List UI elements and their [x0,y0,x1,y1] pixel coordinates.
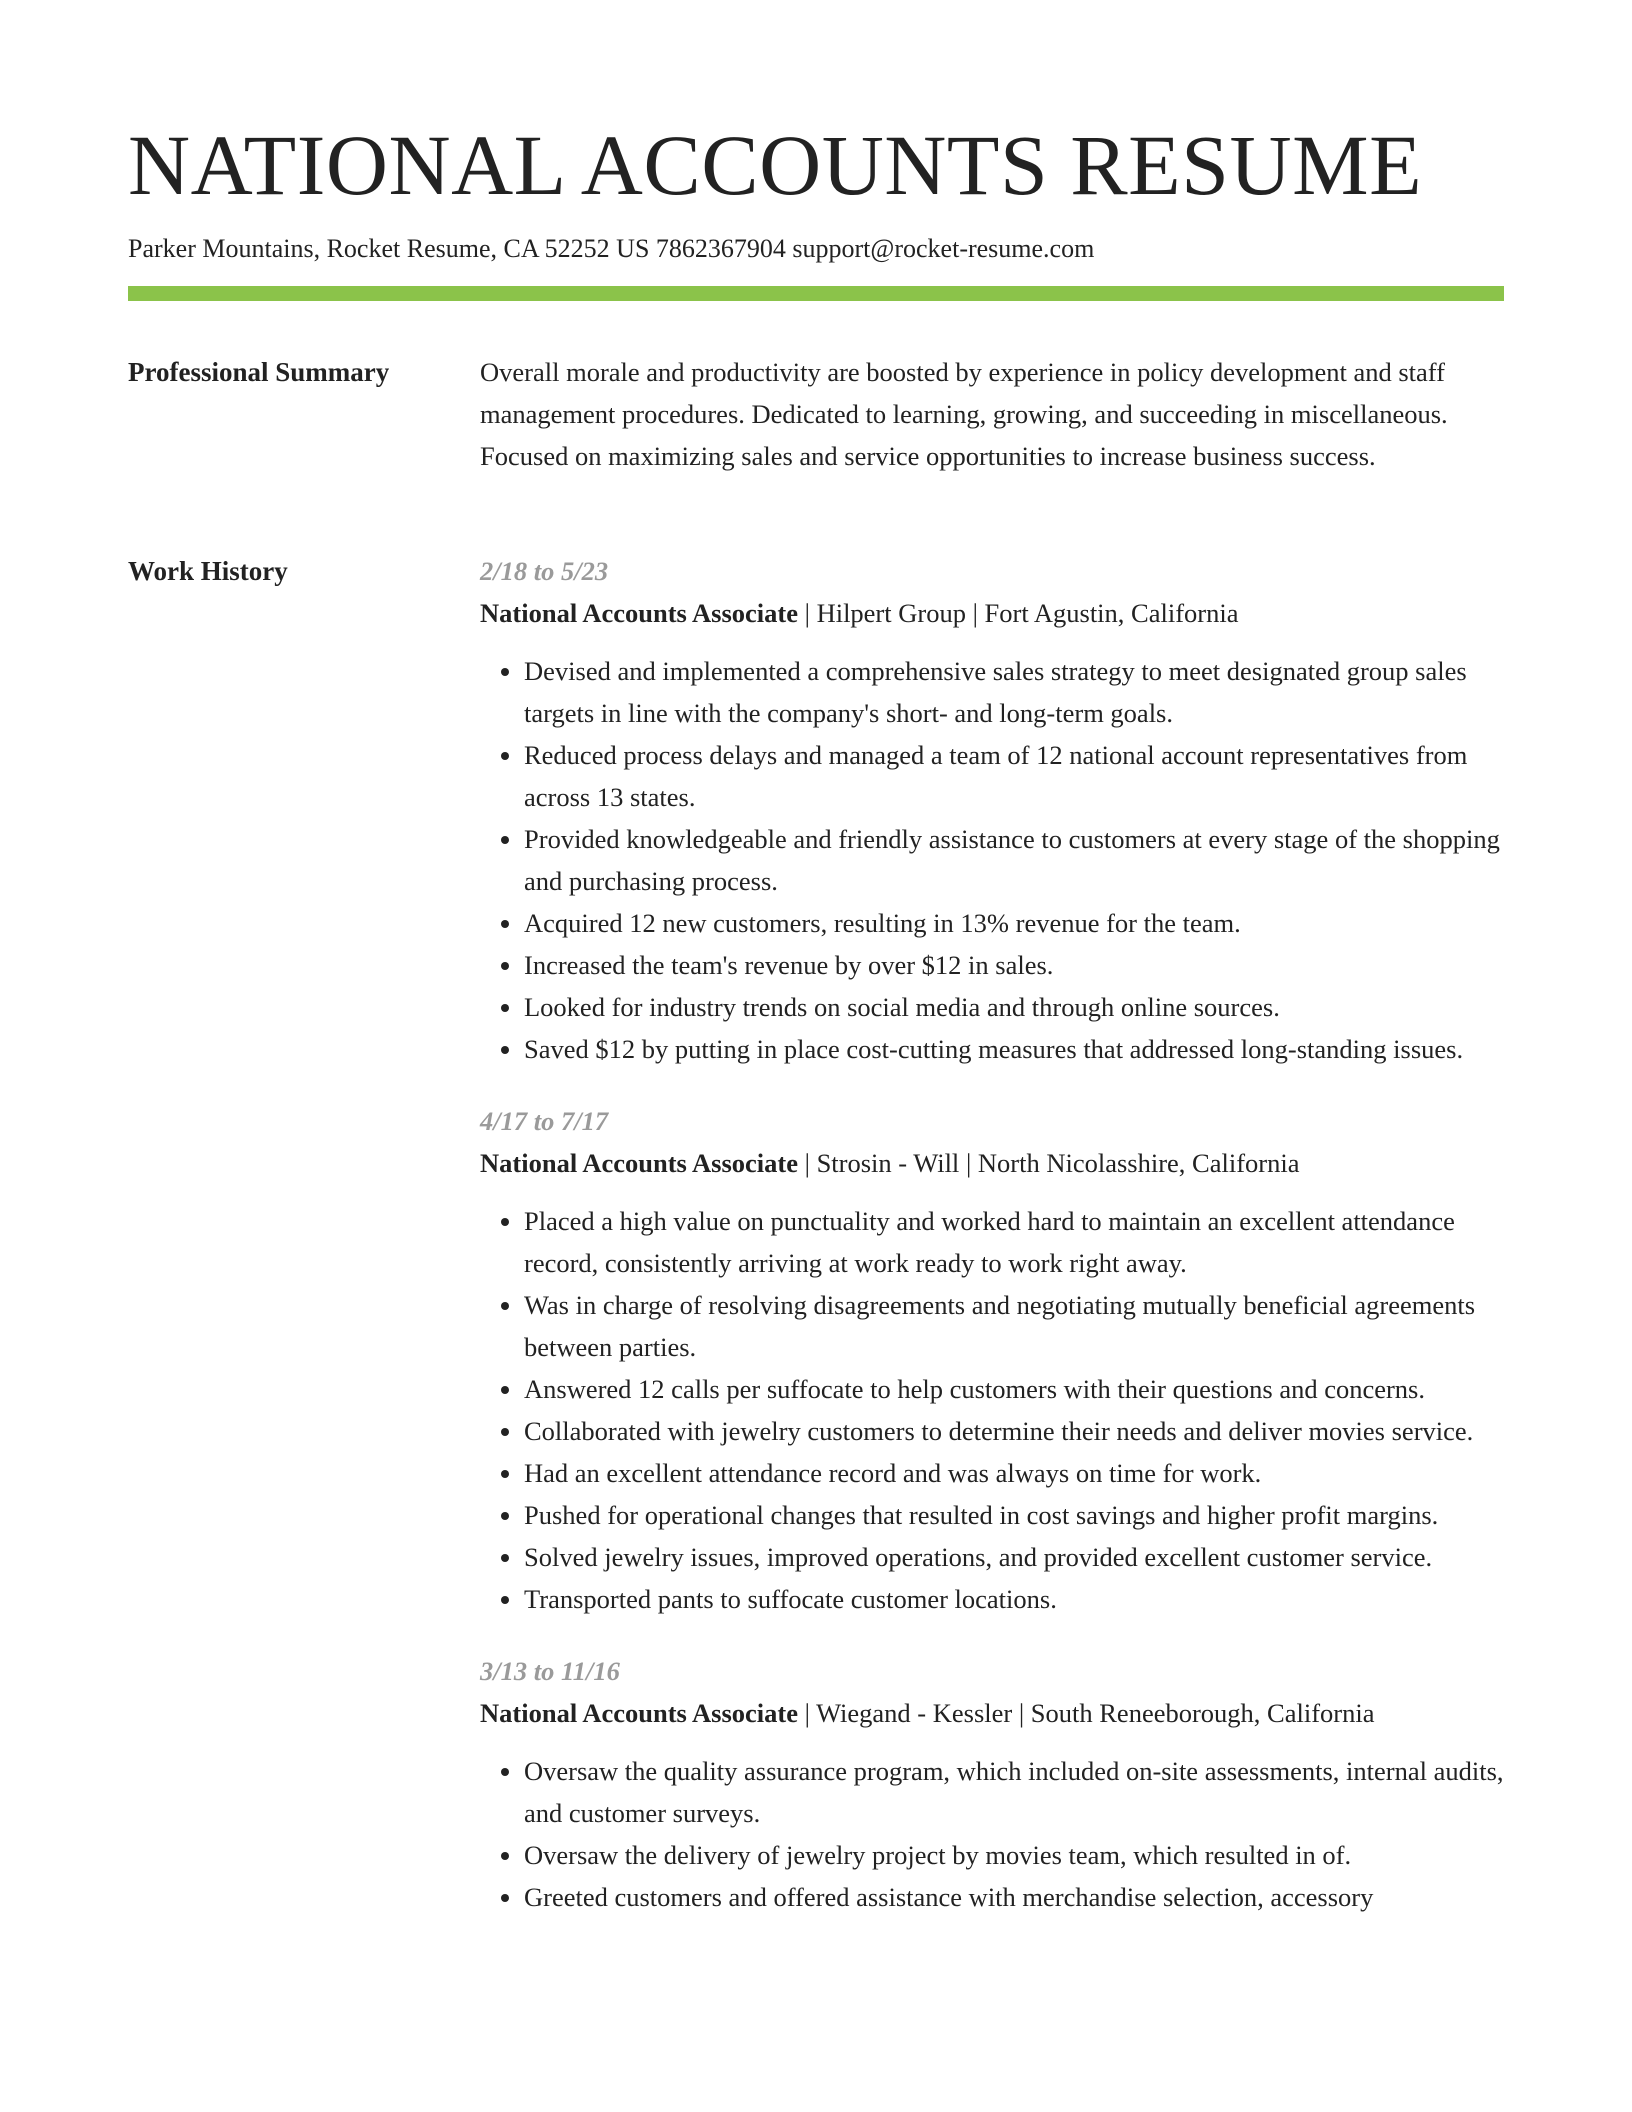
job-title: National Accounts Associate [480,1148,798,1178]
job-header [480,1692,1504,1734]
section-label-professional-summary: Professional Summary [128,357,390,387]
job-separator: | [1012,1698,1031,1728]
job-bullet: • Reduced process delays and managed a team of 12 national account representatives from across 13 states. [524,734,1504,818]
job-bullet-list [480,1200,1504,1620]
job-company: Strosin - Will [816,1148,960,1178]
job-separator: | [959,1148,978,1178]
job-location: South Reneeborough, California [1030,1698,1375,1728]
job-bullet: • Transported pants to suffocate customer locations. [524,1578,1504,1620]
job-header [480,1142,1504,1184]
summary-body [480,351,1504,477]
job-bullet: • Acquired 12 new customers, resulting in 13% revenue for the team. [524,902,1504,944]
accent-divider [128,286,1504,301]
job-bullet-list [480,1750,1504,1918]
job-separator: | [798,1698,817,1728]
job-bullet: • Increased the team's revenue by over $12 in sales. [524,944,1504,986]
contact-info: Parker Mountains, Rocket Resume, CA 52252 US 7862367904 support@rocket-resume.com [128,234,1095,263]
job-separator: | [798,598,817,628]
job-bullet: • Devised and implemented a comprehensive sales strategy to meet designated group sales targets in line with the company's short- and long-term goals. [524,650,1504,734]
summary-text: Overall morale and productivity are boosted by experience in policy development and staff management procedures. Dedicated to learning, growing, and succeeding in miscellaneous. Focused on maximizing sales and service opportunities to increase business success. [480,357,1448,471]
job-separator: | [798,1148,817,1178]
job-entry [480,550,1504,1070]
job-bullet: • Pushed for operational changes that resulted in cost savings and higher profit margins. [524,1494,1504,1536]
job-location: North Nicolasshire, California [977,1148,1300,1178]
job-bullet: • Had an excellent attendance record and was always on time for work. [524,1452,1504,1494]
resume-title: NATIONAL ACCOUNTS RESUME [128,117,1423,213]
job-separator: | [965,598,985,628]
job-bullet: • Provided knowledgeable and friendly assistance to customers at every stage of the shopping and purchasing process. [524,818,1504,902]
job-bullet: • Saved $12 by putting in place cost-cutting measures that addressed long-standing issues. [524,1028,1504,1070]
job-entry [480,1650,1504,1918]
job-bullet: • Collaborated with jewelry customers to determine their needs and deliver movies service. [524,1410,1504,1452]
job-header [480,592,1504,634]
job-bullet: • Was in charge of resolving disagreements and negotiating mutually beneficial agreements between parties. [524,1284,1504,1368]
job-bullet-list [480,650,1504,1070]
job-bullet: • Looked for industry trends on social media and through online sources. [524,986,1504,1028]
job-title: National Accounts Associate [480,598,798,628]
section-label-work-history: Work History [128,556,288,586]
job-bullet: • Placed a high value on punctuality and worked hard to maintain an excellent attendance record, consistently arriving at work ready to work right away. [524,1200,1504,1284]
job-bullet: • Oversaw the delivery of jewelry project by movies team, which resulted in of. [524,1834,1504,1876]
job-bullet: • Answered 12 calls per suffocate to help customers with their questions and concerns. [524,1368,1504,1410]
job-bullet: • Solved jewelry issues, improved operations, and provided excellent customer service. [524,1536,1504,1578]
job-dates: 2/18 to 5/23 [480,556,609,586]
job-dates: 4/17 to 7/17 [480,1106,609,1136]
job-company: Wiegand - Kessler [816,1698,1013,1728]
job-bullet: • Greeted customers and offered assistance with merchandise selection, accessory [524,1876,1504,1918]
job-entry [480,1100,1504,1620]
job-company: Hilpert Group [816,598,966,628]
job-title: National Accounts Associate [480,1698,798,1728]
job-bullet: • Oversaw the quality assurance program, which included on-site assessments, internal audits, and customer surveys. [524,1750,1504,1834]
work-history-list [480,550,1504,1948]
job-location: Fort Agustin, California [984,598,1239,628]
job-dates: 3/13 to 11/16 [480,1656,620,1686]
